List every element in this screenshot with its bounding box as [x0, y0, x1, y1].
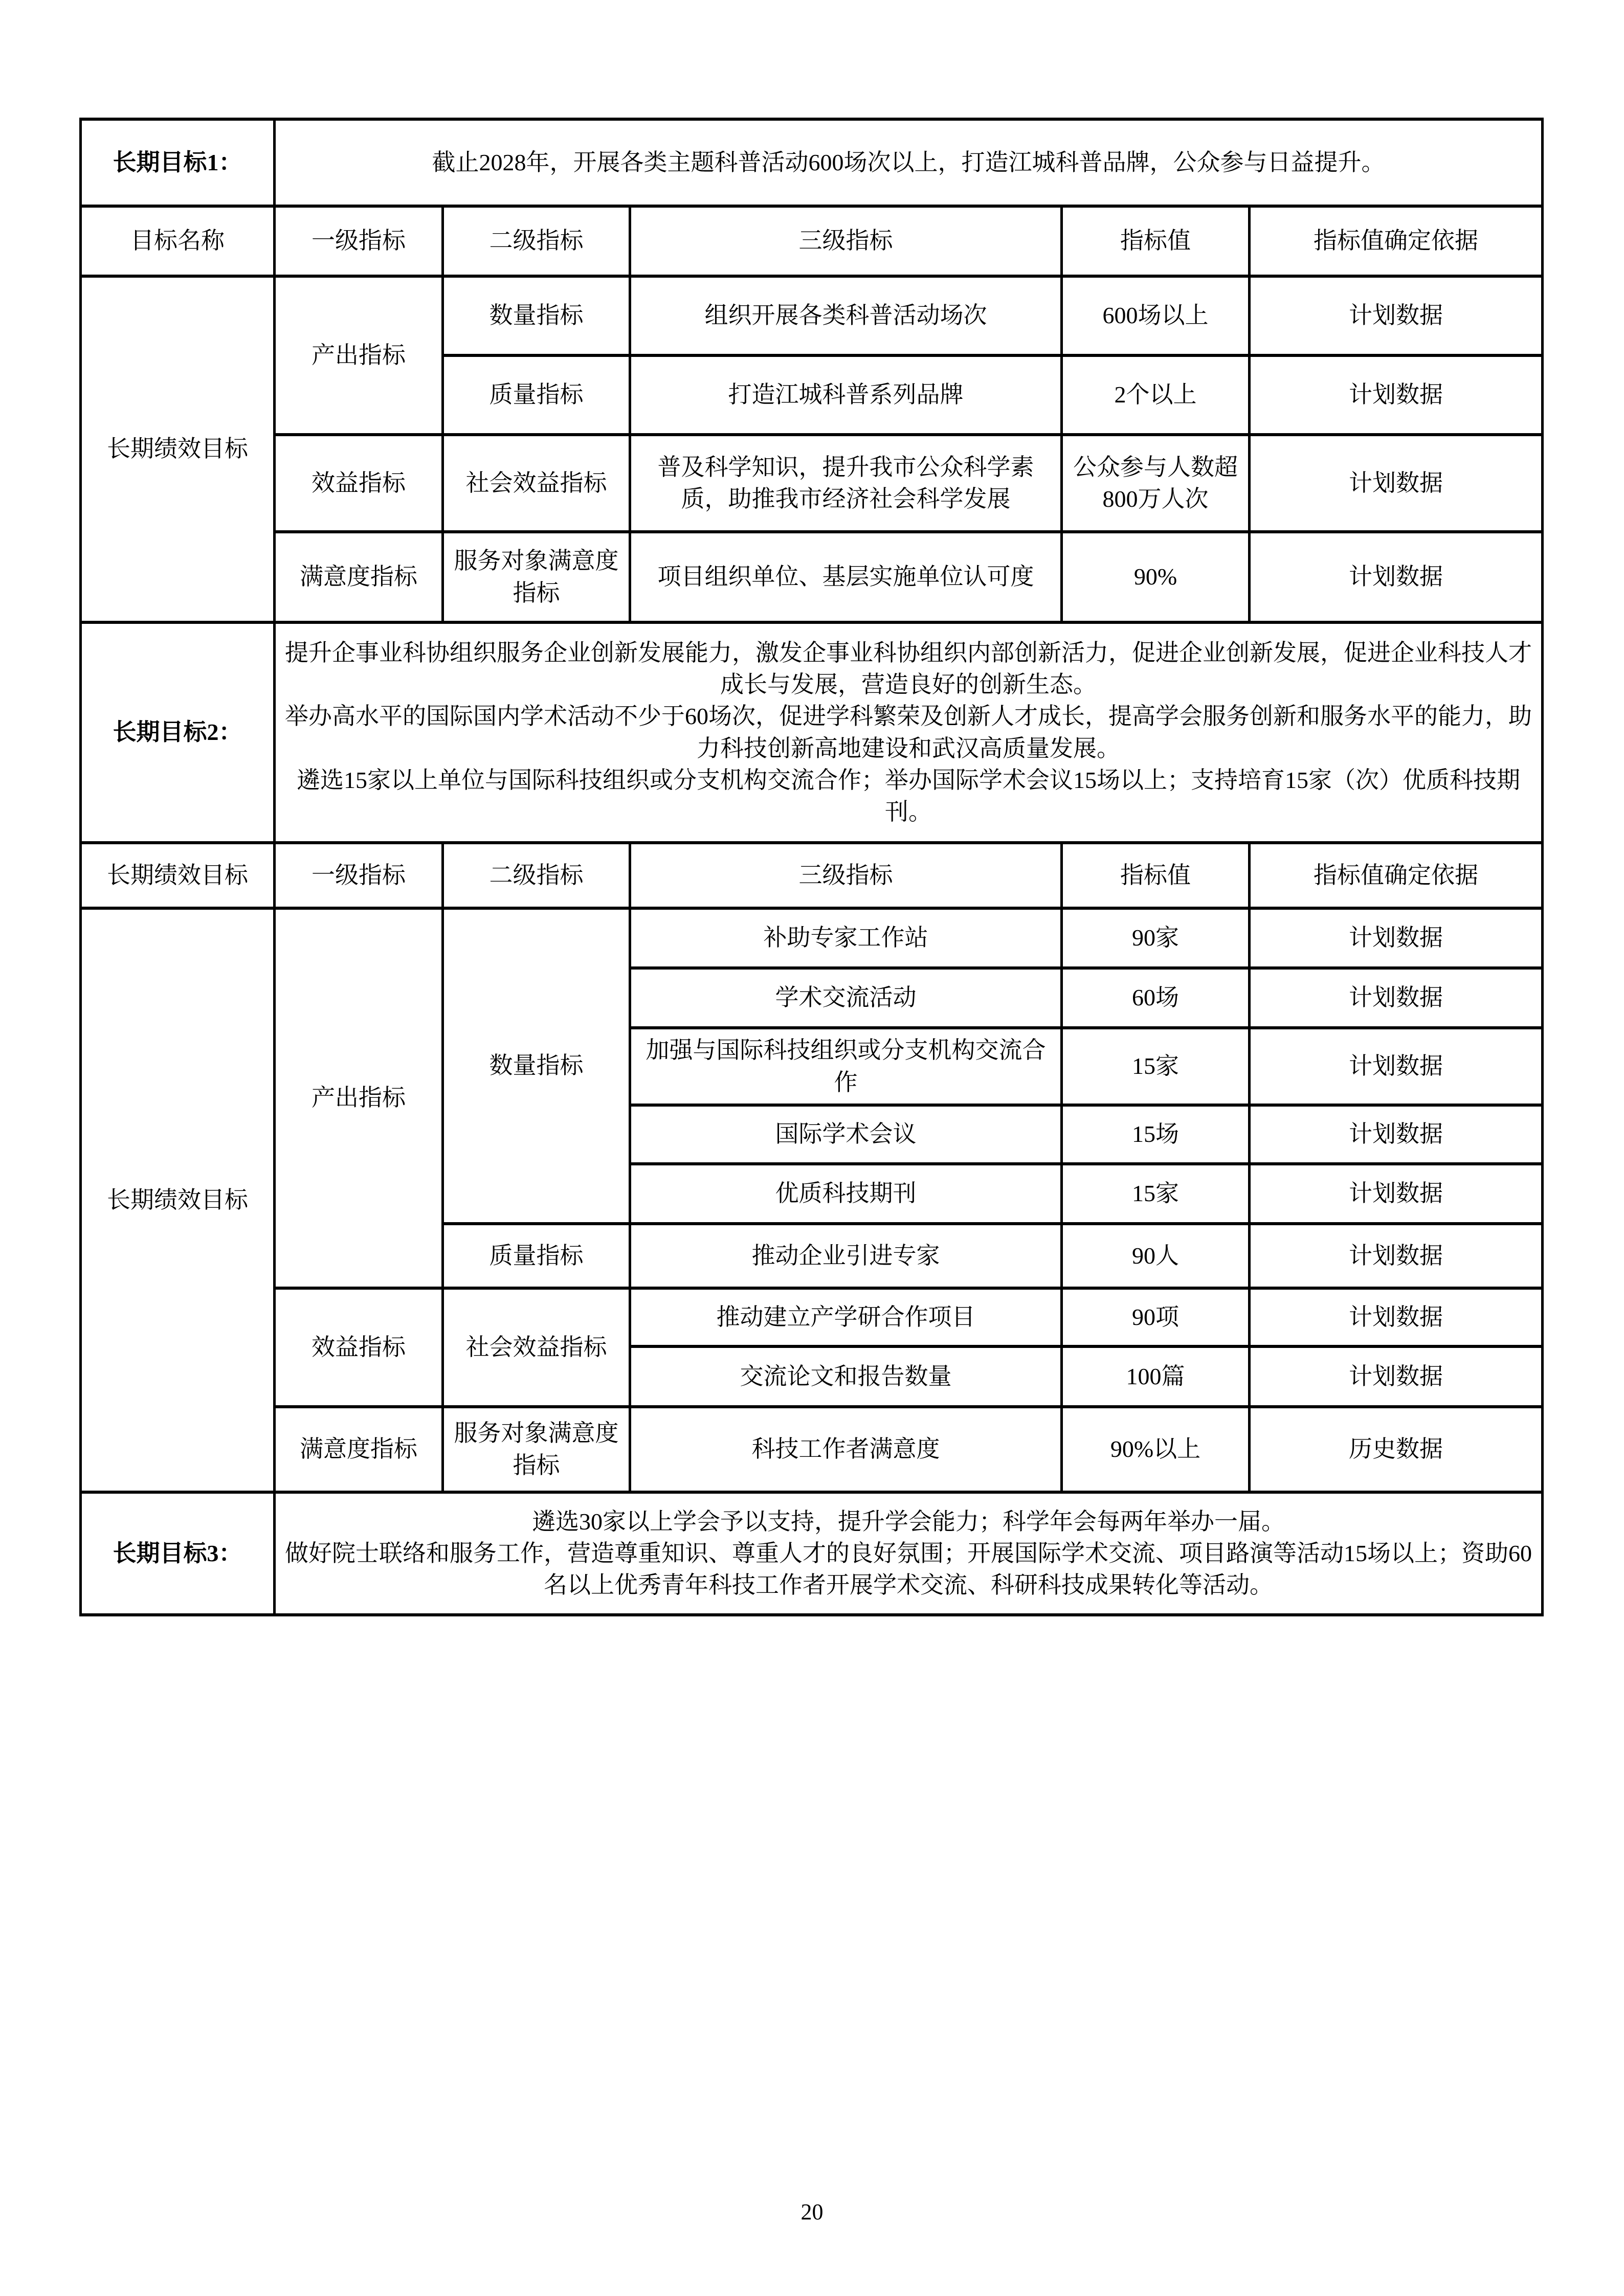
s2r6-value-cell: 90人: [1062, 1224, 1250, 1288]
goal3-row: [81, 1492, 1543, 1615]
page-number: 20: [800, 2199, 824, 2224]
s1r4-value-cell: 90%: [1062, 532, 1250, 622]
header1-basis-cell: 指标值确定依据: [1250, 206, 1543, 276]
s1r1-basis-cell: 计划数据: [1250, 276, 1543, 355]
s2r5-indicator-cell: 优质科技期刊: [630, 1164, 1062, 1224]
s1r3-level2-cell: 社会效益指标: [443, 435, 630, 532]
header1-row: [81, 206, 1543, 276]
s2r6-level2-cell: 质量指标: [443, 1224, 630, 1288]
header1-level1-cell: 一级指标: [275, 206, 443, 276]
goal1-row: [81, 119, 1543, 206]
goal3-label-cell: 长期目标3：: [81, 1492, 275, 1615]
s1-row4: [81, 532, 1543, 622]
s2r4-value-cell: 15场: [1062, 1105, 1250, 1164]
goal2-paragraph-1: 提升企事业科协组织服务企业创新发展能力，激发企事业科协组织内部创新活力，促进企业创新发展，促进企业科技人才成长与发展，营造良好的创新生态。: [285, 640, 1532, 698]
s1r1-value-cell: 600场以上: [1062, 276, 1250, 355]
s2r1-indicator-cell: 补助专家工作站: [630, 908, 1062, 968]
s1r4-level1-cell: 满意度指标: [275, 532, 443, 622]
header2-row: [81, 843, 1543, 908]
goal2-text-cell: [275, 622, 1543, 843]
performance-goals-table: [79, 118, 1544, 1616]
s2r5-basis-cell: 计划数据: [1250, 1164, 1543, 1224]
s1r3-level1-cell: 效益指标: [275, 435, 443, 532]
header1-value-cell: 指标值: [1062, 206, 1250, 276]
s2r6-indicator-cell: 推动企业引进专家: [630, 1224, 1062, 1288]
header2-level3-cell: 三级指标: [630, 843, 1062, 908]
s2r3-value-cell: 15家: [1062, 1028, 1250, 1105]
goal2-row: [81, 622, 1543, 843]
s1r2-basis-cell: 计划数据: [1250, 355, 1543, 435]
s2r3-indicator-cell: 加强与国际科技组织或分支机构交流合作: [630, 1028, 1062, 1105]
s2r2-indicator-cell: 学术交流活动: [630, 968, 1062, 1028]
s1r1-level2-cell: 数量指标: [443, 276, 630, 355]
header1-target-name-cell: 目标名称: [81, 206, 275, 276]
s2r1-level2-cell: 数量指标: [443, 908, 630, 1224]
s2-row1: [81, 908, 1543, 968]
s1r1-level1-cell: 产出指标: [275, 276, 443, 435]
s2r5-value-cell: 15家: [1062, 1164, 1250, 1224]
s1r2-level2-cell: 质量指标: [443, 355, 630, 435]
s2r9-indicator-cell: 科技工作者满意度: [630, 1407, 1062, 1492]
s2r3-basis-cell: 计划数据: [1250, 1028, 1543, 1105]
s1r3-value-cell: 公众参与人数超800万人次: [1062, 435, 1250, 532]
s2r7-level1-cell: 效益指标: [275, 1288, 443, 1407]
goal1-label-cell: 长期目标1：: [81, 119, 275, 206]
s1r3-indicator-cell: 普及科学知识，提升我市公众科学素质，助推我市经济社会科学发展: [630, 435, 1062, 532]
header2-target-name-cell: 长期绩效目标: [81, 843, 275, 908]
s2r4-basis-cell: 计划数据: [1250, 1105, 1543, 1164]
goal2-paragraph-2: 举办高水平的国际国内学术活动不少于60场次，促进学科繁荣及创新人才成长，提高学会服务创新和服务水平的能力，助力科技创新高地建设和武汉高质量发展。: [285, 703, 1532, 761]
s2r8-indicator-cell: 交流论文和报告数量: [630, 1346, 1062, 1407]
s1r2-indicator-cell: 打造江城科普系列品牌: [630, 355, 1062, 435]
s2r7-level2-cell: 社会效益指标: [443, 1288, 630, 1407]
goal2-paragraph-3: 遴选15家以上单位与国际科技组织或分支机构交流合作；举办国际学术会议15场以上；支持培育15家（次）优质科技期刊。: [297, 767, 1521, 825]
s2-row7: [81, 1288, 1543, 1346]
goal1-text-cell: 截止2028年，开展各类主题科普活动600场次以上，打造江城科普品牌，公众参与日益提升。: [275, 119, 1543, 206]
s2r6-basis-cell: 计划数据: [1250, 1224, 1543, 1288]
s1r4-basis-cell: 计划数据: [1250, 532, 1543, 622]
s2r9-basis-cell: 历史数据: [1250, 1407, 1543, 1492]
header2-basis-cell: 指标值确定依据: [1250, 843, 1543, 908]
header2-level2-cell: 二级指标: [443, 843, 630, 908]
s2-group-label-cell: 长期绩效目标: [81, 908, 275, 1492]
s2r8-value-cell: 100篇: [1062, 1346, 1250, 1407]
goal3-paragraph-1: 遴选30家以上学会予以支持，提升学会能力；科学年会每两年举办一届。: [532, 1508, 1285, 1535]
s2r9-value-cell: 90%以上: [1062, 1407, 1250, 1492]
s2r7-value-cell: 90项: [1062, 1288, 1250, 1346]
header1-level2-cell: 二级指标: [443, 206, 630, 276]
s2r9-level2-cell: 服务对象满意度指标: [443, 1407, 630, 1492]
s2-row9: [81, 1407, 1543, 1492]
goal3-text-cell: [275, 1492, 1543, 1615]
s2r7-indicator-cell: 推动建立产学研合作项目: [630, 1288, 1062, 1346]
s1r4-indicator-cell: 项目组织单位、基层实施单位认可度: [630, 532, 1062, 622]
header1-level3-cell: 三级指标: [630, 206, 1062, 276]
s1r1-indicator-cell: 组织开展各类科普活动场次: [630, 276, 1062, 355]
s2r2-value-cell: 60场: [1062, 968, 1250, 1028]
s1r2-value-cell: 2个以上: [1062, 355, 1250, 435]
s2r9-level1-cell: 满意度指标: [275, 1407, 443, 1492]
s1r4-level2-cell: 服务对象满意度指标: [443, 532, 630, 622]
header2-value-cell: 指标值: [1062, 843, 1250, 908]
s2r1-value-cell: 90家: [1062, 908, 1250, 968]
s2r1-level1-cell: 产出指标: [275, 908, 443, 1288]
goal3-paragraph-2: 做好院士联络和服务工作，营造尊重知识、尊重人才的良好氛围；开展国际学术交流、项目路演等活动15场以上；资助60名以上优秀青年科技工作者开展学术交流、科研科技成果转化等活动。: [285, 1540, 1532, 1599]
s2r2-basis-cell: 计划数据: [1250, 968, 1543, 1028]
header2-level1-cell: 一级指标: [275, 843, 443, 908]
s1-row3: [81, 435, 1543, 532]
s2r4-indicator-cell: 国际学术会议: [630, 1105, 1062, 1164]
s2r1-basis-cell: 计划数据: [1250, 908, 1543, 968]
s1r3-basis-cell: 计划数据: [1250, 435, 1543, 532]
s2r8-basis-cell: 计划数据: [1250, 1346, 1543, 1407]
s1-group-label-cell: 长期绩效目标: [81, 276, 275, 622]
s2r7-basis-cell: 计划数据: [1250, 1288, 1543, 1346]
goal2-label-cell: 长期目标2：: [81, 622, 275, 843]
s1-row1: [81, 276, 1543, 355]
